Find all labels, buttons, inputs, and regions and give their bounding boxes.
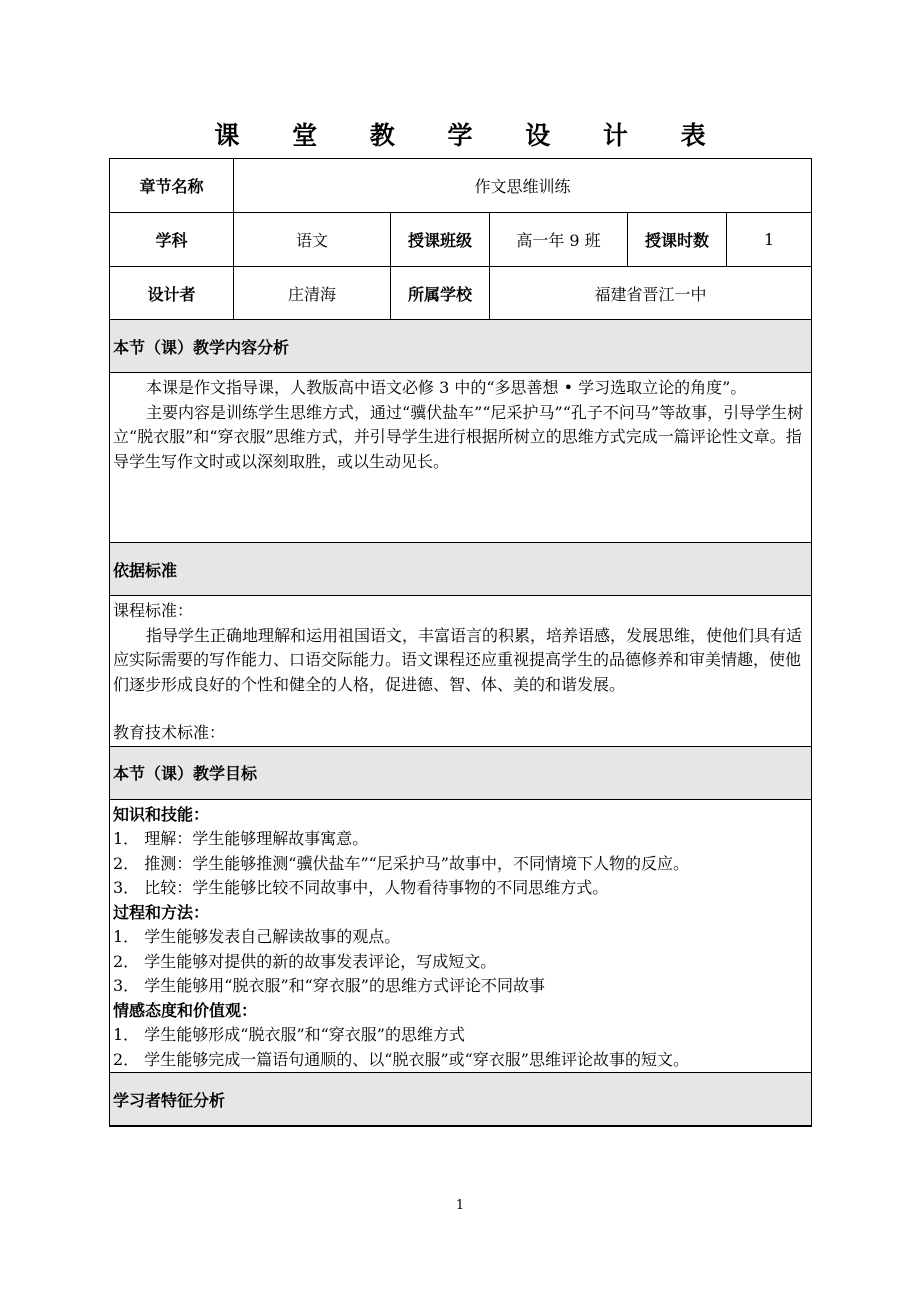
page-number: 1 bbox=[455, 1198, 465, 1213]
page-title: 课 堂 教 学 设 计 表 bbox=[214, 121, 728, 150]
class-value: 高一年 9 班 bbox=[490, 213, 628, 267]
learner-heading: 学习者特征分析 bbox=[110, 1073, 812, 1127]
knowledge-item: 3． 比较：学生能够比较不同故事中，人物看待事物的不同思维方式。 bbox=[113, 878, 609, 897]
course-standard-label: 课程标准： bbox=[113, 601, 194, 620]
subject-label: 学科 bbox=[110, 213, 234, 267]
chapter-label: 章节名称 bbox=[110, 159, 234, 213]
process-label: 过程和方法： bbox=[113, 902, 210, 922]
emotion-label: 情感态度和价值观： bbox=[113, 1000, 258, 1020]
designer-label: 设计者 bbox=[110, 267, 234, 320]
knowledge-item: 1． 理解：学生能够理解故事寓意。 bbox=[113, 829, 369, 848]
lesson-design-table bbox=[109, 158, 812, 1127]
standards-body bbox=[110, 596, 812, 747]
class-label: 授课班级 bbox=[391, 213, 490, 267]
standards-heading: 依据标准 bbox=[110, 543, 812, 596]
designer-value: 庄清海 bbox=[234, 267, 391, 320]
knowledge-item: 2． 推测：学生能够推测“骥伏盐车”“尼采护马”故事中，不同情境下人物的反应。 bbox=[113, 853, 689, 873]
content-analysis-body bbox=[110, 373, 812, 543]
tech-standard-label: 教育技术标准： bbox=[113, 723, 226, 742]
content-analysis-heading: 本节（课）教学内容分析 bbox=[110, 320, 812, 373]
objectives-heading: 本节（课）教学目标 bbox=[110, 746, 812, 799]
emotion-item: 1． 学生能够形成“脱衣服”和“穿衣服”的思维方式 bbox=[113, 1025, 465, 1044]
school-label: 所属学校 bbox=[391, 267, 490, 320]
hours-label: 授课时数 bbox=[628, 213, 727, 267]
content-analysis-p2: 主要内容是训练学生思维方式，通过“骥伏盐车”“尼采护马”“孔子不问马”等故事，引导学生树立“脱衣服”和“穿衣服”思维方式，并引导学生进行根据所树立的思维方式完成一篇评论性文章。指导学生写作文时或以深刻取胜，或以生动见长。 bbox=[113, 402, 804, 471]
subject-value: 语文 bbox=[234, 213, 391, 267]
chapter-value: 作文思维训练 bbox=[234, 159, 812, 213]
process-item: 3． 学生能够用“脱衣服”和“穿衣服”的思维方式评论不同故事 bbox=[113, 976, 545, 995]
objectives-body bbox=[110, 799, 812, 1073]
hours-value: 1 bbox=[727, 213, 812, 267]
process-item: 1． 学生能够发表自己解读故事的观点。 bbox=[113, 927, 401, 946]
process-item: 2． 学生能够对提供的新的故事发表评论，写成短文。 bbox=[113, 951, 497, 971]
school-value: 福建省晋江一中 bbox=[490, 267, 812, 320]
emotion-item: 2． 学生能够完成一篇语句通顺的、以“脱衣服”或“穿衣服”思维评论故事的短文。 bbox=[113, 1049, 689, 1069]
knowledge-label: 知识和技能： bbox=[113, 804, 210, 824]
content-analysis-p1: 本课是作文指导课，人教版高中语文必修 3 中的“多思善想 • 学习选取立论的角度”。 bbox=[146, 378, 747, 397]
course-standard-text: 指导学生正确地理解和运用祖国语文，丰富语言的积累，培养语感，发展思维，使他们具有适应实际需要的写作能力、口语交际能力。语文课程还应重视提高学生的品德修养和审美情趣，使他们逐步形成良好的个性和健全的人格，促进德、智、体、美的和谐发展。 bbox=[113, 625, 803, 694]
